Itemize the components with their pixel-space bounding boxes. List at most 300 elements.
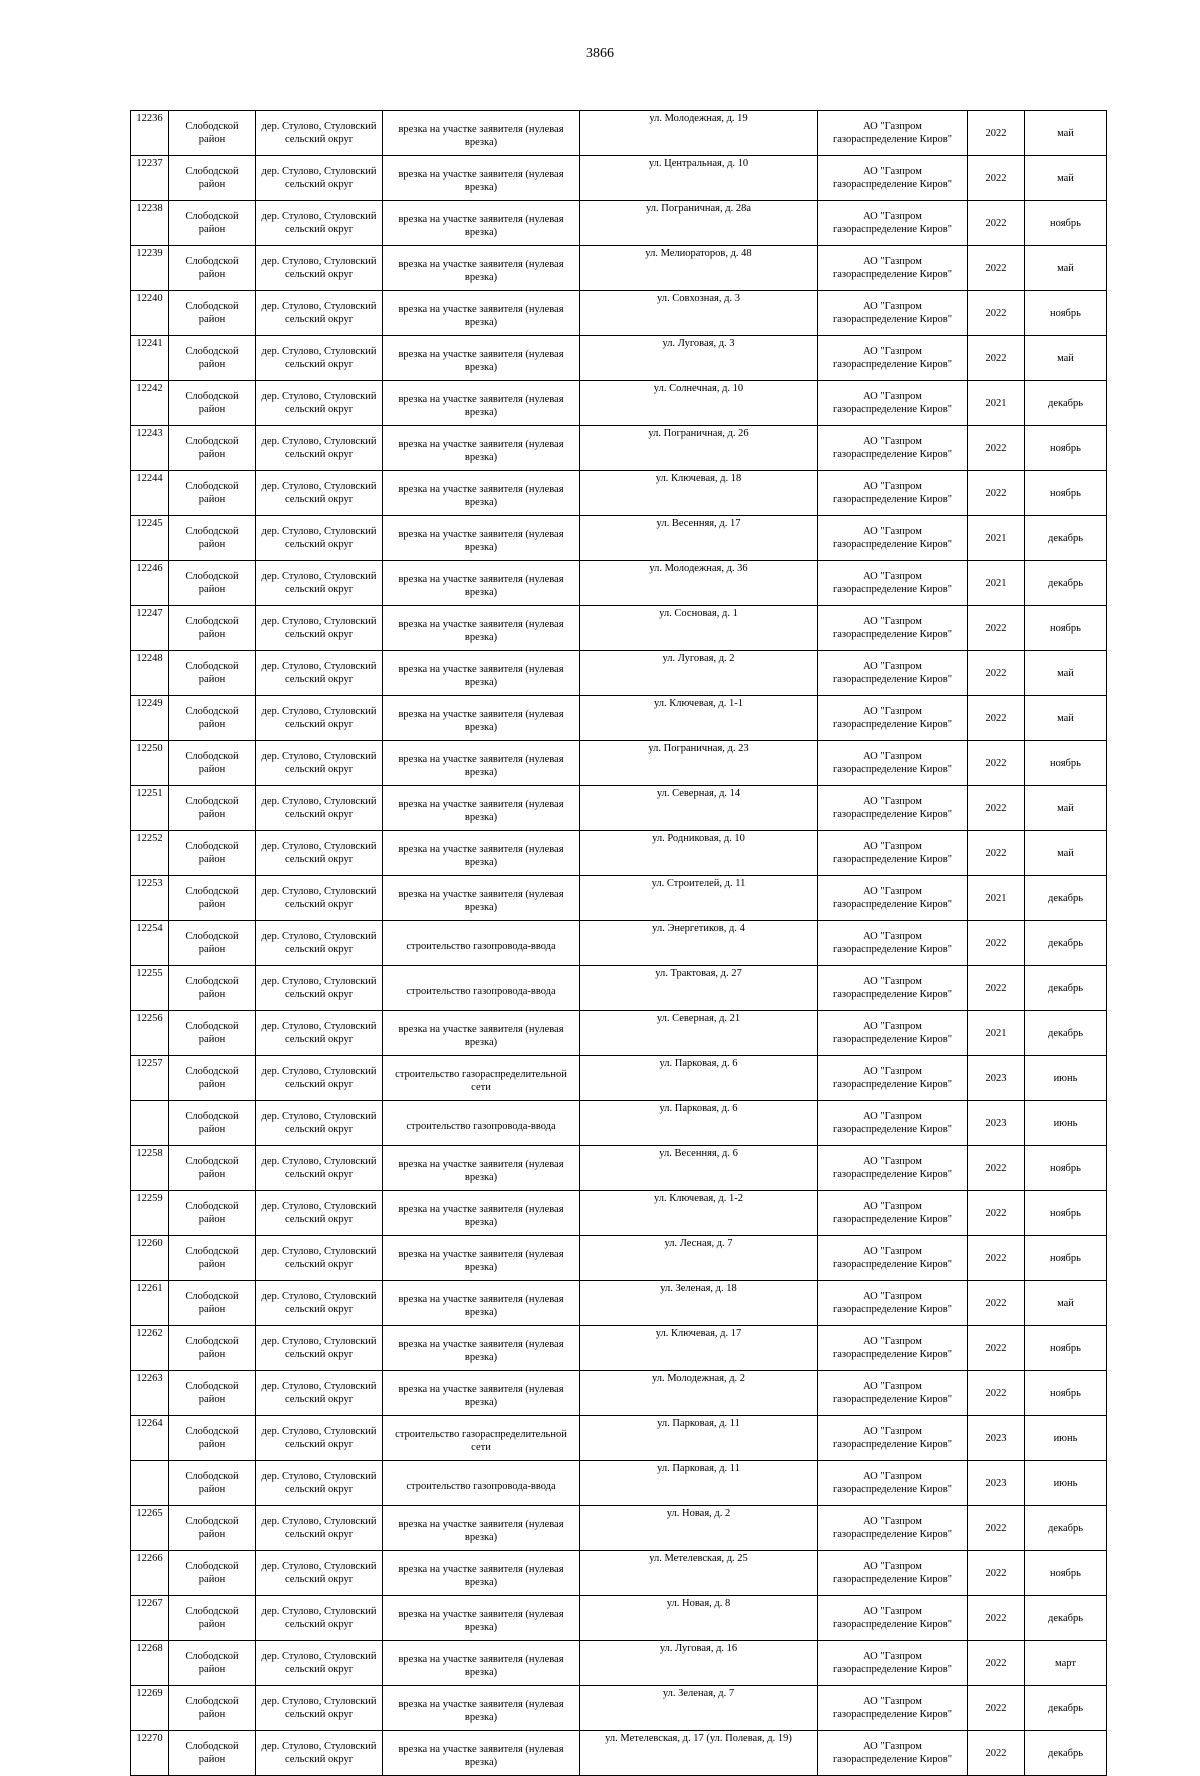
address-cell: ул. Молодежная, д. 2 (580, 1371, 818, 1416)
year-cell: 2022 (968, 111, 1025, 156)
table-row (131, 1146, 1107, 1191)
work-type-cell: врезка на участке заявителя (нулевая врезка) (383, 1011, 580, 1056)
month-cell: май (1025, 246, 1107, 291)
district-cell: Слободской район (169, 471, 256, 516)
organization-cell: АО "Газпром газораспределение Киров" (818, 876, 968, 921)
table-row (131, 1101, 1107, 1146)
table-row (131, 786, 1107, 831)
work-type-cell: врезка на участке заявителя (нулевая врезка) (383, 561, 580, 606)
month-cell: декабрь (1025, 876, 1107, 921)
row-number: 12247 (131, 606, 169, 651)
row-number: 12255 (131, 966, 169, 1011)
settlement-cell: дер. Стулово, Стуловский сельский округ (256, 426, 383, 471)
year-cell: 2022 (968, 1281, 1025, 1326)
table-row (131, 291, 1107, 336)
organization-cell: АО "Газпром газораспределение Киров" (818, 426, 968, 471)
organization-cell: АО "Газпром газораспределение Киров" (818, 741, 968, 786)
work-type-cell: врезка на участке заявителя (нулевая врезка) (383, 291, 580, 336)
table-row (131, 1371, 1107, 1416)
work-type-cell: врезка на участке заявителя (нулевая врезка) (383, 1551, 580, 1596)
month-cell: ноябрь (1025, 606, 1107, 651)
settlement-cell: дер. Стулово, Стуловский сельский округ (256, 201, 383, 246)
year-cell: 2022 (968, 201, 1025, 246)
work-type-cell: строительство газораспределительной сети (383, 1056, 580, 1101)
row-number: 12268 (131, 1641, 169, 1686)
address-cell: ул. Пограничная, д. 28а (580, 201, 818, 246)
year-cell: 2022 (968, 1731, 1025, 1776)
year-cell: 2022 (968, 606, 1025, 651)
month-cell: декабрь (1025, 1686, 1107, 1731)
settlement-cell: дер. Стулово, Стуловский сельский округ (256, 876, 383, 921)
month-cell: ноябрь (1025, 426, 1107, 471)
organization-cell: АО "Газпром газораспределение Киров" (818, 606, 968, 651)
month-cell: декабрь (1025, 921, 1107, 966)
table-row (131, 1461, 1107, 1506)
table-row (131, 831, 1107, 876)
table-row (131, 381, 1107, 426)
row-number: 12248 (131, 651, 169, 696)
year-cell: 2022 (968, 1551, 1025, 1596)
organization-cell: АО "Газпром газораспределение Киров" (818, 1326, 968, 1371)
year-cell: 2023 (968, 1461, 1025, 1506)
address-cell: ул. Ключевая, д. 18 (580, 471, 818, 516)
settlement-cell: дер. Стулово, Стуловский сельский округ (256, 1641, 383, 1686)
month-cell: декабрь (1025, 381, 1107, 426)
district-cell: Слободской район (169, 1326, 256, 1371)
district-cell: Слободской район (169, 246, 256, 291)
table-row (131, 516, 1107, 561)
organization-cell: АО "Газпром газораспределение Киров" (818, 1596, 968, 1641)
month-cell: май (1025, 336, 1107, 381)
settlement-cell: дер. Стулово, Стуловский сельский округ (256, 1011, 383, 1056)
month-cell: декабрь (1025, 1731, 1107, 1776)
district-cell: Слободской район (169, 741, 256, 786)
district-cell: Слободской район (169, 831, 256, 876)
district-cell: Слободской район (169, 1416, 256, 1461)
address-cell: ул. Центральная, д. 10 (580, 156, 818, 201)
table-row (131, 651, 1107, 696)
organization-cell: АО "Газпром газораспределение Киров" (818, 1686, 968, 1731)
work-type-cell: строительство газораспределительной сети (383, 1416, 580, 1461)
work-type-cell: врезка на участке заявителя (нулевая врезка) (383, 426, 580, 471)
table-row (131, 1191, 1107, 1236)
year-cell: 2022 (968, 156, 1025, 201)
row-number: 12236 (131, 111, 169, 156)
year-cell: 2022 (968, 651, 1025, 696)
row-number: 12251 (131, 786, 169, 831)
organization-cell: АО "Газпром газораспределение Киров" (818, 1056, 968, 1101)
year-cell: 2023 (968, 1101, 1025, 1146)
work-type-cell: врезка на участке заявителя (нулевая врезка) (383, 1146, 580, 1191)
row-number: 12237 (131, 156, 169, 201)
work-type-cell: врезка на участке заявителя (нулевая врезка) (383, 246, 580, 291)
district-cell: Слободской район (169, 156, 256, 201)
row-number: 12262 (131, 1326, 169, 1371)
settlement-cell: дер. Стулово, Стуловский сельский округ (256, 786, 383, 831)
organization-cell: АО "Газпром газораспределение Киров" (818, 156, 968, 201)
month-cell: ноябрь (1025, 1551, 1107, 1596)
settlement-cell: дер. Стулово, Стуловский сельский округ (256, 606, 383, 651)
row-number: 12266 (131, 1551, 169, 1596)
year-cell: 2022 (968, 1686, 1025, 1731)
year-cell: 2022 (968, 1146, 1025, 1191)
row-number: 12246 (131, 561, 169, 606)
organization-cell: АО "Газпром газораспределение Киров" (818, 516, 968, 561)
address-cell: ул. Мелиораторов, д. 48 (580, 246, 818, 291)
address-cell: ул. Парковая, д. 11 (580, 1416, 818, 1461)
organization-cell: АО "Газпром газораспределение Киров" (818, 336, 968, 381)
district-cell: Слободской район (169, 291, 256, 336)
organization-cell: АО "Газпром газораспределение Киров" (818, 921, 968, 966)
settlement-cell: дер. Стулово, Стуловский сельский округ (256, 696, 383, 741)
year-cell: 2022 (968, 1371, 1025, 1416)
work-type-cell: строительство газопровода-ввода (383, 1101, 580, 1146)
year-cell: 2021 (968, 1011, 1025, 1056)
month-cell: июнь (1025, 1056, 1107, 1101)
address-cell: ул. Луговая, д. 3 (580, 336, 818, 381)
district-cell: Слободской район (169, 786, 256, 831)
row-number: 12257 (131, 1056, 169, 1101)
organization-cell: АО "Газпром газораспределение Киров" (818, 966, 968, 1011)
work-type-cell: врезка на участке заявителя (нулевая врезка) (383, 516, 580, 561)
work-type-cell: строительство газопровода-ввода (383, 921, 580, 966)
work-type-cell: врезка на участке заявителя (нулевая врезка) (383, 606, 580, 651)
year-cell: 2022 (968, 1326, 1025, 1371)
organization-cell: АО "Газпром газораспределение Киров" (818, 1191, 968, 1236)
address-cell: ул. Северная, д. 14 (580, 786, 818, 831)
settlement-cell: дер. Стулово, Стуловский сельский округ (256, 381, 383, 426)
year-cell: 2022 (968, 966, 1025, 1011)
address-cell: ул. Пограничная, д. 26 (580, 426, 818, 471)
month-cell: декабрь (1025, 516, 1107, 561)
year-cell: 2022 (968, 786, 1025, 831)
address-cell: ул. Трактовая, д. 27 (580, 966, 818, 1011)
work-type-cell: врезка на участке заявителя (нулевая врезка) (383, 111, 580, 156)
row-number: 12241 (131, 336, 169, 381)
work-type-cell: врезка на участке заявителя (нулевая врезка) (383, 156, 580, 201)
address-cell: ул. Молодежная, д. 36 (580, 561, 818, 606)
table-row (131, 1416, 1107, 1461)
settlement-cell: дер. Стулово, Стуловский сельский округ (256, 156, 383, 201)
month-cell: декабрь (1025, 1596, 1107, 1641)
address-cell: ул. Строителей, д. 11 (580, 876, 818, 921)
work-type-cell: врезка на участке заявителя (нулевая врезка) (383, 1191, 580, 1236)
address-cell: ул. Весенняя, д. 17 (580, 516, 818, 561)
year-cell: 2022 (968, 921, 1025, 966)
organization-cell: АО "Газпром газораспределение Киров" (818, 1731, 968, 1776)
settlement-cell: дер. Стулово, Стуловский сельский округ (256, 1596, 383, 1641)
row-number: 12258 (131, 1146, 169, 1191)
row-number: 12244 (131, 471, 169, 516)
district-cell: Слободской район (169, 1641, 256, 1686)
address-cell: ул. Ключевая, д. 1-2 (580, 1191, 818, 1236)
work-type-cell: врезка на участке заявителя (нулевая врезка) (383, 471, 580, 516)
work-type-cell: врезка на участке заявителя (нулевая врезка) (383, 1506, 580, 1551)
address-cell: ул. Северная, д. 21 (580, 1011, 818, 1056)
row-number: 12264 (131, 1416, 169, 1461)
district-cell: Слободской район (169, 1461, 256, 1506)
year-cell: 2022 (968, 1236, 1025, 1281)
district-cell: Слободской район (169, 1101, 256, 1146)
settlement-cell: дер. Стулово, Стуловский сельский округ (256, 1056, 383, 1101)
table-row (131, 696, 1107, 741)
registry-table (130, 110, 1107, 1776)
row-number: 12250 (131, 741, 169, 786)
month-cell: ноябрь (1025, 291, 1107, 336)
address-cell: ул. Парковая, д. 6 (580, 1056, 818, 1101)
work-type-cell: врезка на участке заявителя (нулевая врезка) (383, 831, 580, 876)
settlement-cell: дер. Стулово, Стуловский сельский округ (256, 516, 383, 561)
address-cell: ул. Метелевская, д. 25 (580, 1551, 818, 1596)
table-row (131, 471, 1107, 516)
address-cell: ул. Парковая, д. 6 (580, 1101, 818, 1146)
district-cell: Слободской район (169, 1281, 256, 1326)
work-type-cell: врезка на участке заявителя (нулевая врезка) (383, 786, 580, 831)
address-cell: ул. Молодежная, д. 19 (580, 111, 818, 156)
settlement-cell: дер. Стулово, Стуловский сельский округ (256, 651, 383, 696)
row-number: 12263 (131, 1371, 169, 1416)
settlement-cell: дер. Стулово, Стуловский сельский округ (256, 246, 383, 291)
work-type-cell: врезка на участке заявителя (нулевая врезка) (383, 876, 580, 921)
organization-cell: АО "Газпром газораспределение Киров" (818, 561, 968, 606)
district-cell: Слободской район (169, 1686, 256, 1731)
year-cell: 2022 (968, 291, 1025, 336)
district-cell: Слободской район (169, 1011, 256, 1056)
month-cell: май (1025, 696, 1107, 741)
table-row (131, 201, 1107, 246)
year-cell: 2022 (968, 741, 1025, 786)
table-row (131, 336, 1107, 381)
district-cell: Слободской район (169, 876, 256, 921)
year-cell: 2022 (968, 246, 1025, 291)
work-type-cell: строительство газопровода-ввода (383, 1461, 580, 1506)
district-cell: Слободской район (169, 426, 256, 471)
organization-cell: АО "Газпром газораспределение Киров" (818, 1506, 968, 1551)
table-row (131, 1641, 1107, 1686)
district-cell: Слободской район (169, 1731, 256, 1776)
work-type-cell: врезка на участке заявителя (нулевая врезка) (383, 1281, 580, 1326)
table-row (131, 741, 1107, 786)
address-cell: ул. Сосновая, д. 1 (580, 606, 818, 651)
settlement-cell: дер. Стулово, Стуловский сельский округ (256, 1371, 383, 1416)
organization-cell: АО "Газпром газораспределение Киров" (818, 1416, 968, 1461)
work-type-cell: врезка на участке заявителя (нулевая врезка) (383, 651, 580, 696)
settlement-cell: дер. Стулово, Стуловский сельский округ (256, 1686, 383, 1731)
year-cell: 2021 (968, 381, 1025, 426)
registry-body (131, 111, 1107, 1776)
row-number: 12240 (131, 291, 169, 336)
organization-cell: АО "Газпром газораспределение Киров" (818, 1011, 968, 1056)
organization-cell: АО "Газпром газораспределение Киров" (818, 786, 968, 831)
row-number: 12242 (131, 381, 169, 426)
row-number: 12238 (131, 201, 169, 246)
settlement-cell: дер. Стулово, Стуловский сельский округ (256, 1146, 383, 1191)
month-cell: май (1025, 831, 1107, 876)
table-row (131, 1506, 1107, 1551)
row-number: 12253 (131, 876, 169, 921)
month-cell: ноябрь (1025, 471, 1107, 516)
table-row (131, 426, 1107, 471)
table-row (131, 966, 1107, 1011)
settlement-cell: дер. Стулово, Стуловский сельский округ (256, 1731, 383, 1776)
organization-cell: АО "Газпром газораспределение Киров" (818, 1551, 968, 1596)
work-type-cell: врезка на участке заявителя (нулевая врезка) (383, 1731, 580, 1776)
settlement-cell: дер. Стулово, Стуловский сельский округ (256, 111, 383, 156)
work-type-cell: врезка на участке заявителя (нулевая врезка) (383, 1641, 580, 1686)
organization-cell: АО "Газпром газораспределение Киров" (818, 1281, 968, 1326)
settlement-cell: дер. Стулово, Стуловский сельский округ (256, 1326, 383, 1371)
work-type-cell: врезка на участке заявителя (нулевая врезка) (383, 1686, 580, 1731)
organization-cell: АО "Газпром газораспределение Киров" (818, 111, 968, 156)
row-number (131, 1101, 169, 1146)
organization-cell: АО "Газпром газораспределение Киров" (818, 1236, 968, 1281)
row-number: 12256 (131, 1011, 169, 1056)
address-cell: ул. Лесная, д. 7 (580, 1236, 818, 1281)
month-cell: декабрь (1025, 1506, 1107, 1551)
address-cell: ул. Ключевая, д. 17 (580, 1326, 818, 1371)
table-row (131, 1326, 1107, 1371)
table-row (131, 1596, 1107, 1641)
month-cell: май (1025, 651, 1107, 696)
table-row (131, 876, 1107, 921)
table-row (131, 1236, 1107, 1281)
month-cell: июнь (1025, 1101, 1107, 1146)
row-number: 12270 (131, 1731, 169, 1776)
address-cell: ул. Солнечная, д. 10 (580, 381, 818, 426)
settlement-cell: дер. Стулово, Стуловский сельский округ (256, 336, 383, 381)
row-number: 12259 (131, 1191, 169, 1236)
district-cell: Слободской район (169, 651, 256, 696)
address-cell: ул. Ключевая, д. 1-1 (580, 696, 818, 741)
month-cell: ноябрь (1025, 1191, 1107, 1236)
district-cell: Слободской район (169, 1236, 256, 1281)
address-cell: ул. Зеленая, д. 7 (580, 1686, 818, 1731)
address-cell: ул. Зеленая, д. 18 (580, 1281, 818, 1326)
settlement-cell: дер. Стулово, Стуловский сельский округ (256, 291, 383, 336)
district-cell: Слободской район (169, 1596, 256, 1641)
year-cell: 2022 (968, 1191, 1025, 1236)
table-row (131, 111, 1107, 156)
work-type-cell: врезка на участке заявителя (нулевая врезка) (383, 1371, 580, 1416)
district-cell: Слободской район (169, 921, 256, 966)
district-cell: Слободской район (169, 1191, 256, 1236)
row-number: 12243 (131, 426, 169, 471)
month-cell: май (1025, 156, 1107, 201)
month-cell: май (1025, 111, 1107, 156)
year-cell: 2021 (968, 561, 1025, 606)
month-cell: декабрь (1025, 1011, 1107, 1056)
table-row (131, 156, 1107, 201)
address-cell: ул. Энергетиков, д. 4 (580, 921, 818, 966)
settlement-cell: дер. Стулово, Стуловский сельский округ (256, 1281, 383, 1326)
district-cell: Слободской район (169, 561, 256, 606)
year-cell: 2023 (968, 1416, 1025, 1461)
organization-cell: АО "Газпром газораспределение Киров" (818, 696, 968, 741)
row-number: 12267 (131, 1596, 169, 1641)
district-cell: Слободской район (169, 1506, 256, 1551)
row-number (131, 1461, 169, 1506)
table-row (131, 1056, 1107, 1101)
address-cell: ул. Родниковая, д. 10 (580, 831, 818, 876)
year-cell: 2023 (968, 1056, 1025, 1101)
year-cell: 2022 (968, 336, 1025, 381)
address-cell: ул. Совхозная, д. 3 (580, 291, 818, 336)
address-cell: ул. Новая, д. 2 (580, 1506, 818, 1551)
district-cell: Слободской район (169, 1146, 256, 1191)
row-number: 12245 (131, 516, 169, 561)
month-cell: ноябрь (1025, 1326, 1107, 1371)
month-cell: ноябрь (1025, 741, 1107, 786)
district-cell: Слободской район (169, 381, 256, 426)
table-row (131, 561, 1107, 606)
organization-cell: АО "Газпром газораспределение Киров" (818, 1101, 968, 1146)
work-type-cell: врезка на участке заявителя (нулевая врезка) (383, 1326, 580, 1371)
work-type-cell: врезка на участке заявителя (нулевая врезка) (383, 696, 580, 741)
district-cell: Слободской район (169, 201, 256, 246)
settlement-cell: дер. Стулово, Стуловский сельский округ (256, 1236, 383, 1281)
work-type-cell: строительство газопровода-ввода (383, 966, 580, 1011)
address-cell: ул. Луговая, д. 2 (580, 651, 818, 696)
settlement-cell: дер. Стулово, Стуловский сельский округ (256, 831, 383, 876)
work-type-cell: врезка на участке заявителя (нулевая врезка) (383, 201, 580, 246)
month-cell: март (1025, 1641, 1107, 1686)
work-type-cell: врезка на участке заявителя (нулевая врезка) (383, 336, 580, 381)
row-number: 12260 (131, 1236, 169, 1281)
year-cell: 2022 (968, 471, 1025, 516)
month-cell: ноябрь (1025, 201, 1107, 246)
organization-cell: АО "Газпром газораспределение Киров" (818, 1146, 968, 1191)
settlement-cell: дер. Стулово, Стуловский сельский округ (256, 921, 383, 966)
month-cell: декабрь (1025, 561, 1107, 606)
year-cell: 2022 (968, 1596, 1025, 1641)
row-number: 12265 (131, 1506, 169, 1551)
settlement-cell: дер. Стулово, Стуловский сельский округ (256, 966, 383, 1011)
organization-cell: АО "Газпром газораспределение Киров" (818, 831, 968, 876)
table-row (131, 921, 1107, 966)
year-cell: 2021 (968, 876, 1025, 921)
address-cell: ул. Метелевская, д. 17 (ул. Полевая, д. 19) (580, 1731, 818, 1776)
year-cell: 2022 (968, 426, 1025, 471)
organization-cell: АО "Газпром газораспределение Киров" (818, 291, 968, 336)
work-type-cell: врезка на участке заявителя (нулевая врезка) (383, 1596, 580, 1641)
month-cell: ноябрь (1025, 1371, 1107, 1416)
organization-cell: АО "Газпром газораспределение Киров" (818, 471, 968, 516)
organization-cell: АО "Газпром газораспределение Киров" (818, 246, 968, 291)
district-cell: Слободской район (169, 1551, 256, 1596)
work-type-cell: врезка на участке заявителя (нулевая врезка) (383, 1236, 580, 1281)
settlement-cell: дер. Стулово, Стуловский сельский округ (256, 1461, 383, 1506)
row-number: 12261 (131, 1281, 169, 1326)
page-number: 3866 (586, 46, 614, 61)
settlement-cell: дер. Стулово, Стуловский сельский округ (256, 561, 383, 606)
year-cell: 2022 (968, 696, 1025, 741)
settlement-cell: дер. Стулово, Стуловский сельский округ (256, 1551, 383, 1596)
year-cell: 2022 (968, 831, 1025, 876)
organization-cell: АО "Газпром газораспределение Киров" (818, 651, 968, 696)
district-cell: Слободской район (169, 336, 256, 381)
month-cell: ноябрь (1025, 1236, 1107, 1281)
table-row (131, 1281, 1107, 1326)
district-cell: Слободской район (169, 1371, 256, 1416)
work-type-cell: врезка на участке заявителя (нулевая врезка) (383, 741, 580, 786)
district-cell: Слободской район (169, 516, 256, 561)
settlement-cell: дер. Стулово, Стуловский сельский округ (256, 1506, 383, 1551)
settlement-cell: дер. Стулово, Стуловский сельский округ (256, 1191, 383, 1236)
month-cell: май (1025, 786, 1107, 831)
row-number: 12254 (131, 921, 169, 966)
year-cell: 2022 (968, 1641, 1025, 1686)
organization-cell: АО "Газпром газораспределение Киров" (818, 381, 968, 426)
